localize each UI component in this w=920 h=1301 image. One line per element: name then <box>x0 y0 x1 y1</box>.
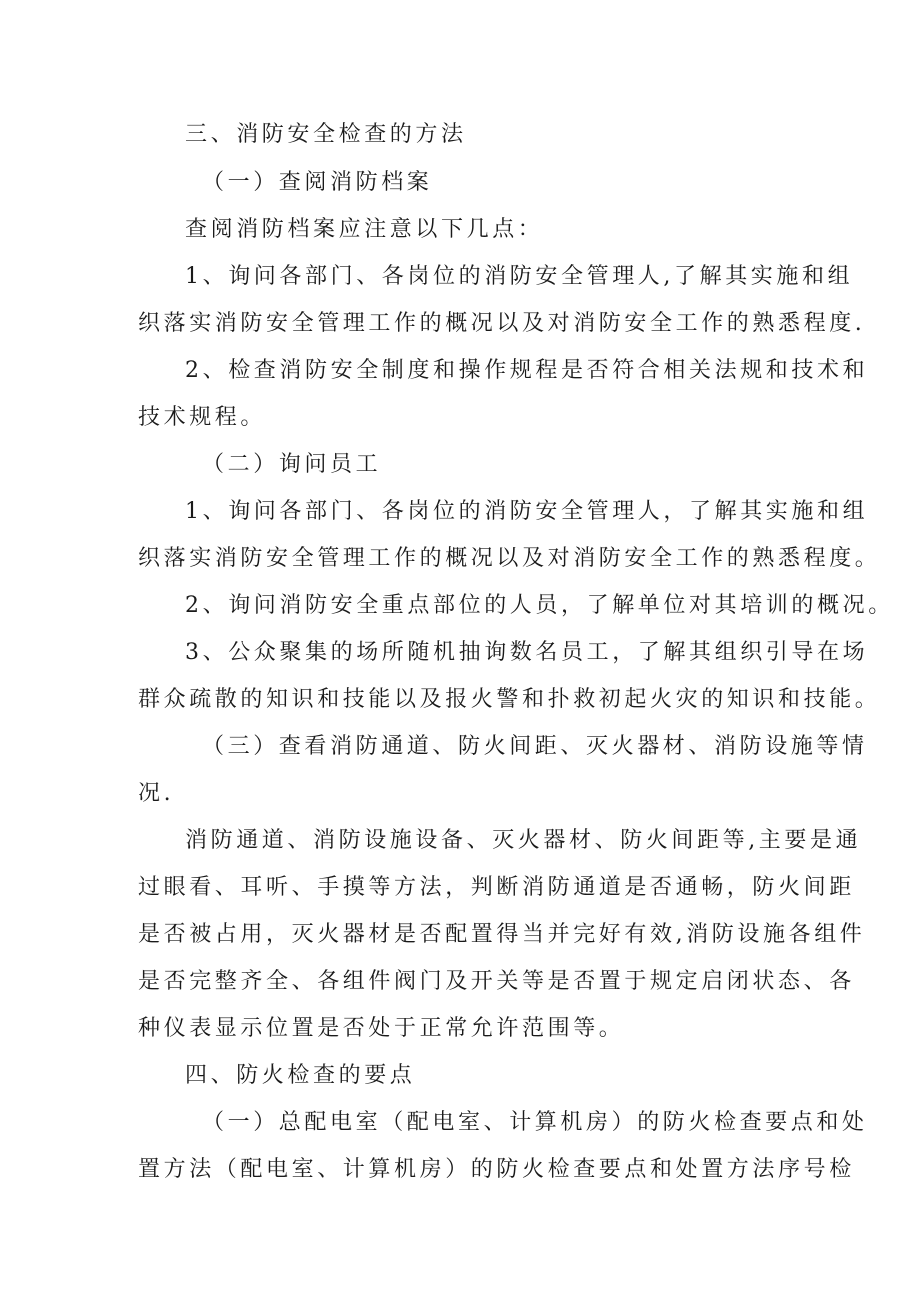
paragraph-line: 消防通道、消防设施设备、灭火器材、防火间距等,主要是通 <box>185 828 862 853</box>
paragraph-line: 织落实消防安全管理工作的概况以及对消防安全工作的熟悉程度. <box>138 311 866 336</box>
section-heading-4: 四、防火检查的要点 <box>185 1063 416 1088</box>
paragraph-line: 置方法（配电室、计算机房）的防火检查要点和处置方法序号检 <box>138 1157 855 1182</box>
subsection-heading-1: （一）查阅消防档案 <box>202 170 433 195</box>
paragraph-line: 技术规程。 <box>138 405 267 430</box>
paragraph-line: 织落实消防安全管理工作的概况以及对消防安全工作的熟悉程度。 <box>138 546 881 571</box>
section-heading-3: 三、消防安全检查的方法 <box>185 122 467 147</box>
subsection-heading-3: （三）查看消防通道、防火间距、灭火器材、消防设施等情 <box>202 734 868 759</box>
list-item-line: 2、询问消防安全重点部位的人员，了解单位对其培训的概况。 <box>185 593 894 618</box>
subsection-heading-4-1: （一）总配电室（配电室、计算机房）的防火检查要点和处 <box>202 1110 868 1135</box>
list-item-line: 1、询问各部门、各岗位的消防安全管理人，了解其实施和组 <box>185 499 869 524</box>
list-item-line: 1、询问各部门、各岗位的消防安全管理人,了解其实施和组 <box>185 264 854 289</box>
paragraph-line: 况. <box>138 781 175 806</box>
subsection-heading-2: （二）询问员工 <box>202 452 382 477</box>
paragraph-line: 群众疏散的知识和技能以及报火警和扑救初起火灾的知识和技能。 <box>138 687 881 712</box>
paragraph-line: 是否完整齐全、各组件阀门及开关等是否置于规定启闭状态、各 <box>138 969 855 994</box>
paragraph-line: 种仪表显示位置是否处于正常允许范围等。 <box>138 1016 625 1041</box>
list-item-line: 3、公众聚集的场所随机抽询数名员工，了解其组织引导在场 <box>185 640 869 665</box>
paragraph-line: 过眼看、耳听、手摸等方法，判断消防通道是否通畅，防火间距 <box>138 875 855 900</box>
list-item-line: 2、检查消防安全制度和操作规程是否符合相关法规和技术和 <box>185 358 869 383</box>
paragraph-line: 查阅消防档案应注意以下几点： <box>185 217 544 242</box>
paragraph-line: 是否被占用，灭火器材是否配置得当并完好有效,消防设施各组件 <box>138 922 866 947</box>
